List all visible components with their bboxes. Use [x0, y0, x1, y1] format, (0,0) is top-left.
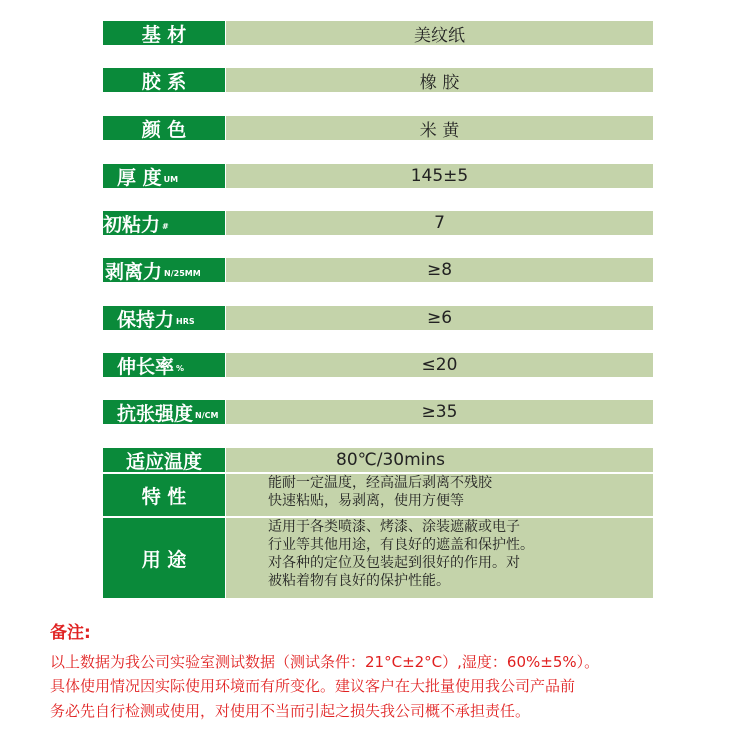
table-row-features	[103, 474, 653, 516]
spec-key-label: 剥离力	[105, 260, 163, 283]
spec-key-unit: N/CM	[195, 411, 219, 420]
table-value: 80℃/30mins	[226, 448, 653, 472]
notes-line: 具体使用情况因实际使用环境而有所变化。建议客户在大批量使用我公司产品前	[50, 677, 576, 695]
spec-key: 基 材	[103, 21, 225, 45]
spec-key: 颜 色	[103, 116, 225, 140]
spec-key-unit: N/25MM	[164, 269, 201, 278]
spec-key-label: 抗张强度	[117, 402, 194, 425]
spec-value: ≥8	[226, 258, 653, 282]
spec-row-color	[103, 116, 653, 140]
spec-key	[103, 306, 225, 330]
spec-value: 7	[226, 211, 653, 235]
spec-key-unit: UM	[163, 175, 179, 184]
spec-row-tack	[103, 211, 653, 235]
spec-value: ≤20	[226, 353, 653, 377]
spec-row-holding	[103, 306, 653, 330]
spec-key-label: 伸长率	[117, 355, 175, 378]
table-key: 特 性	[103, 474, 225, 516]
spec-key	[103, 258, 225, 282]
table-key: 适应温度	[103, 448, 225, 472]
feature-line: 快速粘贴，易剥离，使用方便等	[268, 493, 464, 509]
spec-key: 胶 系	[103, 68, 225, 92]
notes-line: 以上数据为我公司实验室测试数据（测试条件：21°C±2°C）,湿度：60%±5%）。	[50, 653, 600, 671]
table-value	[226, 474, 653, 516]
spec-value: 橡 胶	[226, 68, 653, 92]
table-key: 用 途	[103, 518, 225, 598]
property-table	[103, 448, 653, 598]
spec-key	[103, 400, 225, 424]
notes-title: 备注:	[50, 623, 91, 643]
spec-key	[103, 211, 225, 235]
table-row-temperature	[103, 448, 653, 472]
spec-value: 米 黄	[226, 116, 653, 140]
use-line: 被粘着物有良好的保护性能。	[268, 573, 450, 589]
spec-row-elongation	[103, 353, 653, 377]
spec-row-peel	[103, 258, 653, 282]
spec-key-unit: %	[176, 364, 185, 373]
notes-line: 务必先自行检测或使用，对使用不当而引起之损失我公司概不承担责任。	[50, 702, 531, 720]
spec-key-label: 厚 度	[117, 166, 162, 189]
use-line: 行业等其他用途，有良好的遮盖和保护性。	[268, 537, 534, 553]
spec-value: ≥35	[226, 400, 653, 424]
spec-value: 美纹纸	[226, 21, 653, 45]
spec-key-label: 保持力	[117, 308, 175, 331]
spec-value: ≥6	[226, 306, 653, 330]
spec-key-unit: #	[162, 222, 169, 231]
spec-row-substrate	[103, 21, 653, 45]
feature-line: 能耐一定温度，经高温后剥离不残胶	[268, 475, 492, 491]
table-value	[226, 518, 653, 598]
spec-row-tensile	[103, 400, 653, 424]
use-line: 适用于各类喷漆、烤漆、涂装遮蔽或电子	[268, 519, 520, 535]
spec-key	[103, 353, 225, 377]
spec-row-adhesive	[103, 68, 653, 92]
spec-key	[103, 164, 225, 188]
spec-key-label: 初粘力	[103, 213, 161, 236]
spec-value: 145±5	[226, 164, 653, 188]
spec-row-thickness	[103, 164, 653, 188]
table-row-uses	[103, 518, 653, 598]
spec-key-unit: HRS	[176, 317, 195, 326]
use-line: 对各种的定位及包装起到很好的作用。对	[268, 555, 520, 571]
